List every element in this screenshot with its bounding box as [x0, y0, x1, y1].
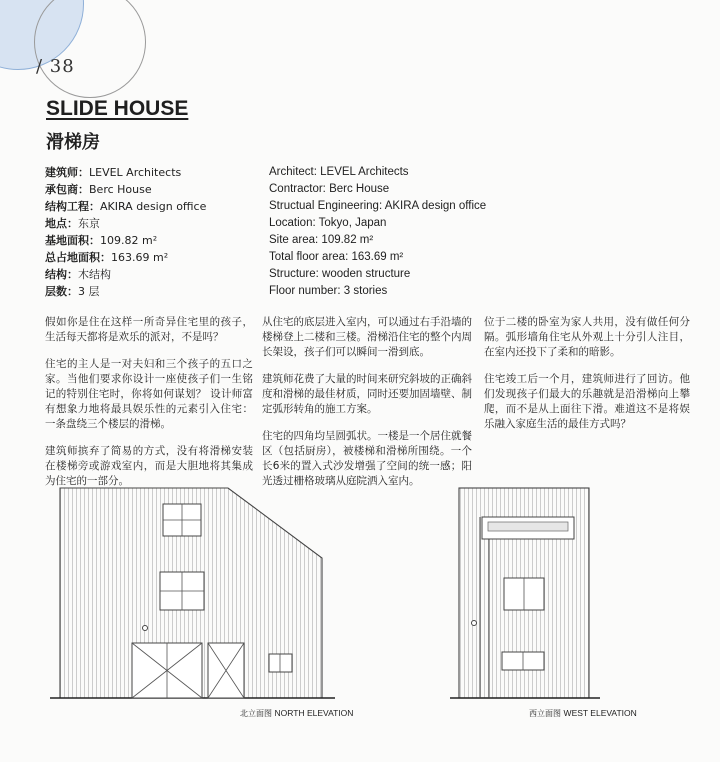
- spec-value: 东京: [78, 217, 100, 230]
- spec-row: [45, 164, 260, 181]
- body-paragraph: 住宅竣工后一个月，建筑师进行了回访。他们发现孩子们最大的乐趣就是沿滑梯向上攀爬，而不是从上面往下滑。难道这不是将娱乐融入家庭生活的最佳方式吗？: [484, 373, 690, 430]
- spec-row: [45, 198, 260, 215]
- spec-value: 109.82 m²: [100, 234, 158, 247]
- spec-value: LEVEL Architects: [89, 166, 182, 179]
- spec-label: 基地面积：: [45, 234, 100, 247]
- body-paragraph: 位于二楼的卧室为家人共用，没有做任何分隔。弧形墙角住宅从外观上十分引人注目，在室内还投下了柔和的暗影。: [484, 316, 690, 358]
- spec-label: 层数：: [45, 285, 78, 298]
- spec-label: 结构：: [45, 268, 78, 281]
- spec-label: 承包商：: [45, 183, 89, 196]
- caption-cn: 北立面图: [240, 709, 272, 718]
- body-paragraph: 建筑师花费了大量的时间来研究斜坡的正确斜度和滑梯的最佳材质，同时还要加固墙壁、制定弧形转角的施工方案。: [262, 373, 472, 415]
- spec-value: 3 层: [78, 285, 100, 298]
- spec-row-en: Structure: wooden structure: [269, 268, 411, 280]
- spec-value: 木结构: [78, 268, 111, 281]
- spec-row: [45, 232, 260, 249]
- spec-row-en: Location: Tokyo, Japan: [269, 217, 387, 229]
- page-subtitle: 滑梯房: [46, 132, 100, 153]
- body-paragraph: 建筑师摈弃了简易的方式，没有将滑梯安装在楼梯旁或游戏室内，而是大胆地将其集成为住宅的一部分。: [45, 445, 253, 487]
- page-number-value: 38: [49, 56, 75, 77]
- body-paragraph: 住宅的主人是一对夫妇和三个孩子的五口之家。当他们要求你设计一座使孩子们一生铭记的特别住宅时，你将如何谋划？ 设计师富有想象力地将最具娱乐性的元素引入住宅：一条盘绕三个楼层的滑梯。: [45, 358, 253, 430]
- corner-outline-circle: [34, 0, 146, 98]
- spec-row-en: Architect: LEVEL Architects: [269, 166, 409, 178]
- spec-row: [45, 181, 260, 198]
- west-elevation-drawing: [450, 488, 600, 698]
- west-elevation-caption: [529, 708, 637, 719]
- spec-label: 总占地面积：: [45, 251, 111, 264]
- spec-row-en: Contractor: Berc House: [269, 183, 390, 195]
- spec-value: AKIRA design office: [100, 200, 207, 213]
- spec-list-chinese: [45, 164, 260, 300]
- body-paragraph: 假如你是住在这样一所奇异住宅里的孩子，生活每天都将是欢乐的派对，不是吗？: [45, 316, 253, 343]
- caption-en: WEST ELEVATION: [563, 708, 637, 718]
- elevation-drawings: [40, 480, 680, 705]
- spec-list-english: [269, 164, 529, 300]
- body-column-2: [262, 315, 472, 501]
- caption-en: NORTH ELEVATION: [274, 708, 354, 718]
- spec-label: 建筑师：: [45, 166, 89, 179]
- page-number: / 38: [36, 56, 75, 77]
- north-elevation-caption: [240, 708, 353, 719]
- spec-label: 结构工程：: [45, 200, 100, 213]
- spec-row-en: Structual Engineering: AKIRA design office: [269, 200, 487, 212]
- body-paragraph: 住宅的四角均呈圆弧状。一楼是一个居住就餐区（包括厨房），被楼梯和滑梯所围绕。一个长6米的置入式沙发增强了空间的统一感；阳光透过栅格玻璃从庭院洒入室内。: [262, 430, 472, 487]
- body-paragraph: 从住宅的底层进入室内，可以通过右手沿墙的楼梯登上二楼和三楼。滑梯沿住宅的整个内周长架设，孩子们可以瞬间一滑到底。: [262, 316, 472, 358]
- spec-row-en: Floor number: 3 stories: [269, 285, 388, 297]
- caption-cn: 西立面图: [529, 709, 561, 718]
- spec-row: [45, 266, 260, 283]
- spec-row: [45, 215, 260, 232]
- spec-label: 地点：: [45, 217, 78, 230]
- body-column-3: [484, 315, 690, 444]
- spec-value: Berc House: [89, 183, 152, 196]
- spec-row-en: Site area: 109.82 m²: [269, 234, 374, 246]
- page-title: SLIDE HOUSE: [46, 97, 189, 120]
- spec-value: 163.69 m²: [111, 251, 169, 264]
- spec-row-en: Total floor area: 163.69 m²: [269, 251, 404, 263]
- spec-row: [45, 283, 260, 300]
- body-column-1: [45, 315, 253, 501]
- north-elevation-drawing: [50, 488, 335, 698]
- spec-row: [45, 249, 260, 266]
